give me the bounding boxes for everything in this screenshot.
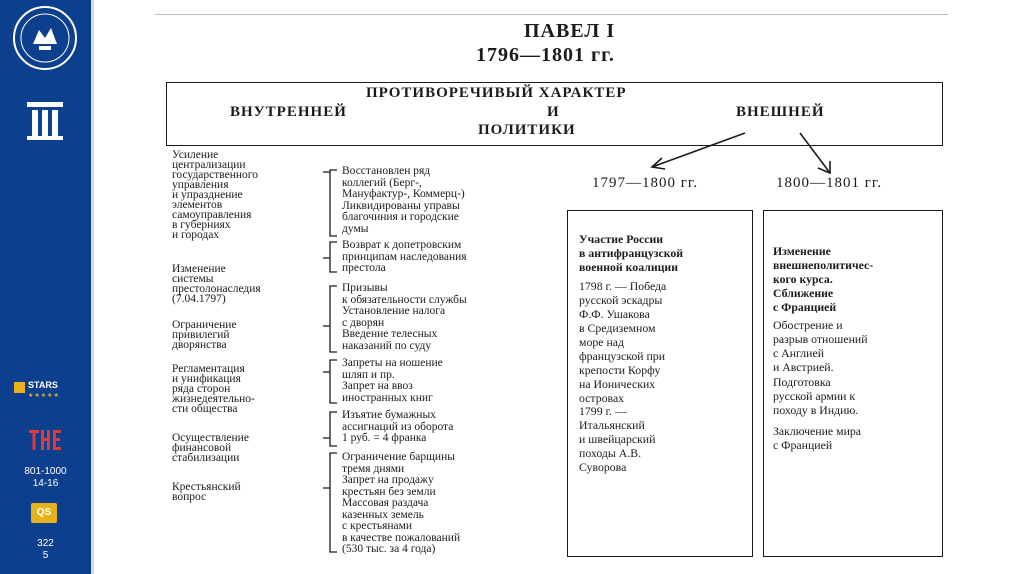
the-rank: 801-1000: [24, 466, 67, 477]
left-line: Ограничение: [172, 319, 237, 331]
left-group-3: [172, 320, 237, 350]
period1-line: в Средиземном: [579, 321, 656, 335]
mid-line: принципам наследования: [342, 250, 467, 263]
mid-line: благочиния и городские: [342, 211, 459, 223]
period2-line: Заключение мира: [773, 424, 862, 438]
mid-line: Возврат к допетровским: [342, 239, 462, 251]
arrow-to-1800: [800, 133, 830, 173]
left-line: элементов: [172, 199, 223, 211]
mid-group-3: [342, 283, 467, 352]
period2-heading: [773, 244, 873, 314]
period2-line: Обострение и: [773, 318, 843, 332]
left-line: государственного: [172, 169, 258, 181]
mid-line: с дворян: [342, 316, 385, 329]
mid-line: иностранных книг: [342, 391, 433, 404]
mid-line: с крестьянами: [342, 520, 413, 532]
left-group-4: [172, 364, 255, 414]
mid-group-4: [342, 358, 443, 404]
left-line: стабилизации: [172, 452, 240, 464]
banner-line1: ПРОТИВОРЕЧИВЫЙ ХАРАКТЕР: [366, 85, 627, 101]
period1-body-2: [579, 404, 655, 474]
mid-line: Запрет на ввоз: [342, 380, 413, 392]
period1-line: Итальянский: [579, 418, 645, 432]
left-line: Изменение: [172, 263, 226, 275]
period2-line: и Австрией.: [773, 360, 834, 374]
period1-line: и швейцарский: [579, 432, 656, 446]
left-line: ряда сторон: [172, 383, 231, 395]
mid-line: ассигнаций из оборота: [342, 420, 454, 433]
mid-line: Мануфактур-, Коммерц-): [342, 188, 465, 200]
mid-line: крестьян без земли: [342, 485, 436, 498]
banner-right: ВНЕШНЕЙ: [736, 104, 825, 120]
period2-line: походу в Индию.: [773, 403, 859, 417]
left-line: в губерниях: [172, 219, 231, 231]
left-line: централизации: [172, 159, 246, 171]
period1-line: Суворова: [579, 460, 627, 474]
left-line: и городах: [172, 229, 220, 241]
left-line: управления: [172, 179, 229, 191]
brace-6: [323, 453, 337, 552]
mid-line: Запрет на продажу: [342, 474, 434, 486]
mid-line: Ликвидированы управы: [342, 199, 460, 212]
period1-line: походы А.В.: [579, 446, 642, 460]
banner-line3: ПОЛИТИКИ: [478, 122, 576, 138]
period2-body-3: [773, 424, 861, 452]
stars-title: STARS: [28, 380, 58, 390]
brace-2: [323, 242, 337, 272]
period2-years: 1800—1801 гг.: [776, 175, 883, 191]
mid-line: думы: [342, 222, 369, 235]
period1-years: 1797—1800 гг.: [592, 175, 699, 191]
mid-line: Ограничение барщины: [342, 451, 455, 463]
period2-line: с Англией: [773, 346, 825, 360]
page-years: 1796—1801 гг.: [476, 44, 615, 66]
period2-line: русской армии к: [773, 389, 856, 403]
left-line: вопрос: [172, 491, 207, 503]
period2-heading-line: с Францией: [773, 300, 837, 314]
left-group-6: [172, 482, 241, 502]
brace-5: [323, 412, 337, 446]
the-rank-year: 14-16: [32, 478, 59, 489]
left-line: финансовой: [172, 442, 232, 454]
stars-rating: ★★★★★: [28, 392, 60, 399]
left-line: жизнедеятельно-: [172, 393, 255, 405]
period1-line: крепости Корфу: [579, 363, 661, 377]
period2-line: Подготовка: [773, 375, 831, 389]
period2-heading-line: Сближение: [773, 286, 834, 300]
left-line: Осуществление: [172, 432, 249, 444]
left-line: сти общества: [172, 403, 238, 415]
period2-heading-line: Изменение: [773, 244, 831, 258]
brace-3: [323, 286, 337, 352]
period1-line: на Ионических: [579, 377, 656, 391]
left-group-2: [172, 264, 261, 304]
left-line: привилегий: [172, 329, 230, 341]
mid-line: тремя днями: [342, 462, 405, 475]
banner-mid: И: [547, 104, 560, 120]
mid-line: Призывы: [342, 282, 388, 294]
mid-line: Восстановлен ряд: [342, 165, 431, 177]
period1-line: русской эскадры: [579, 293, 663, 307]
qs-rank-place: 5: [42, 550, 49, 561]
left-group-1: [172, 150, 258, 240]
page-title: ПАВЕЛ I: [524, 20, 616, 42]
period1-line: островах: [579, 391, 625, 405]
left-line: дворянства: [172, 339, 227, 351]
period2-body-1: [773, 318, 868, 374]
left-line: Регламентация: [172, 363, 245, 375]
mid-line: Введение телесных: [342, 328, 438, 340]
period1-line: Ф.Ф. Ушакова: [579, 307, 650, 321]
period1-line: море над: [579, 335, 624, 349]
left-line: Крестьянский: [172, 481, 241, 493]
left-line: и упразднение: [172, 189, 243, 201]
mid-line: к обязательности службы: [342, 293, 467, 306]
arrow-to-1797: [652, 133, 745, 167]
mid-line: 1 руб. = 4 франка: [342, 432, 427, 444]
left-line: системы: [172, 273, 214, 285]
mid-line: Запреты на ношение: [342, 357, 443, 369]
brace-1: [323, 170, 337, 236]
mid-group-6: [342, 452, 460, 556]
period2-body-2: [773, 375, 858, 417]
brace-4: [323, 360, 337, 403]
left-line: (7.04.1797): [172, 293, 226, 305]
left-line: и унификация: [172, 373, 241, 385]
period1-body-1: [579, 279, 666, 405]
left-line: самоуправления: [172, 209, 252, 221]
mid-line: казенных земель: [342, 508, 424, 521]
period2-heading-line: внешнеполитичес-: [773, 258, 874, 272]
period2-heading-line: кого курса.: [773, 272, 833, 286]
mid-line: наказаний по суду: [342, 339, 432, 352]
period1-line: 1798 г. — Победа: [579, 279, 667, 293]
mid-group-2: [342, 240, 467, 275]
mid-line: престола: [342, 262, 386, 274]
period1-line: французской при: [579, 349, 666, 363]
mid-line: Массовая раздача: [342, 497, 429, 509]
mid-line: коллегий (Берг-,: [342, 176, 422, 189]
left-line: престолонаследия: [172, 283, 261, 295]
mid-group-1: [342, 166, 465, 235]
period2-line: разрыв отношений: [773, 332, 868, 346]
mid-line: Изъятие бумажных: [342, 409, 436, 421]
left-line: Усиление: [172, 149, 219, 161]
mid-line: в качестве пожалований: [342, 531, 461, 544]
period2-line: с Францией: [773, 438, 833, 452]
left-group-5: [172, 433, 249, 463]
period1-heading-line: Участие России: [579, 232, 664, 246]
period1-line: 1799 г. —: [579, 404, 627, 418]
period1-heading-line: военной коалиции: [579, 260, 679, 274]
mid-line: (530 тыс. за 4 года): [342, 543, 436, 555]
qs-rank: 322: [37, 538, 54, 549]
qs-logo: QS: [31, 503, 57, 523]
mid-group-5: [342, 410, 453, 445]
mid-line: шляп и пр.: [342, 368, 395, 381]
period1-heading: [579, 232, 683, 274]
mid-line: Установление налога: [342, 305, 446, 317]
banner-left: ВНУТРЕННЕЙ: [230, 104, 347, 120]
period1-heading-line: в антифранцузской: [579, 246, 684, 260]
